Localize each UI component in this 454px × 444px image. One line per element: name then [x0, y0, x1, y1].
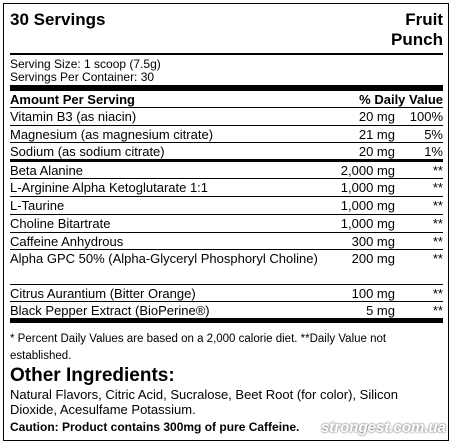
nutrient-name: Citrus Aurantium (Bitter Orange) — [10, 286, 196, 301]
nutrient-amount: 1,000 mg — [340, 180, 395, 195]
nutrient-name: Vitamin B3 (as niacin) — [10, 109, 137, 124]
other-ingredients-list: Natural Flavors, Citric Acid, Sucralose, Beet Root (for color), Silicon Dioxide, Acesulfame Potassium. — [10, 387, 398, 417]
nutrient-amount: 2,000 mg — [340, 163, 395, 178]
nutrient-table — [10, 108, 443, 323]
flavor-line-1: Fruit — [405, 10, 443, 29]
nutrient-daily-value: ** — [432, 163, 443, 178]
nutrient-daily-value: 1% — [424, 144, 443, 159]
table-row — [10, 302, 443, 323]
nutrient-daily-value: ** — [432, 234, 443, 249]
nutrient-name: L-Arginine Alpha Ketoglutarate 1:1 — [10, 180, 209, 195]
table-row — [10, 162, 443, 179]
nutrient-name: Alpha GPC 50% (Alpha-Glyceryl Phosphoryl Choline) — [10, 251, 318, 266]
nutrient-amount: 20 mg — [358, 109, 395, 124]
caution-label: Caution: — [10, 420, 59, 434]
servings-per-container: Servings Per Container: 30 — [10, 70, 155, 84]
table-row — [10, 197, 443, 215]
table-row — [10, 250, 443, 285]
daily-value-header: % Daily Value — [359, 92, 443, 107]
nutrient-name: Sodium (as sodium citrate) — [10, 144, 165, 159]
nutrient-amount: 1,000 mg — [340, 216, 395, 231]
nutrient-name: Beta Alanine — [10, 163, 84, 178]
nutrient-amount: 100 mg — [351, 286, 395, 301]
flavor-name — [391, 10, 443, 50]
nutrient-name: Magnesium (as magnesium citrate) — [10, 127, 214, 142]
nutrient-daily-value: ** — [432, 216, 443, 231]
nutrient-amount: 20 mg — [358, 144, 395, 159]
nutrient-daily-value: ** — [432, 251, 443, 266]
watermark: strongest.com.ua — [320, 419, 446, 436]
table-row — [10, 143, 443, 162]
amount-per-serving-header: Amount Per Serving — [10, 92, 135, 107]
table-row — [10, 285, 443, 302]
caution-text: Product contains 300mg of pure Caffeine. — [62, 420, 300, 434]
serving-size: Serving Size: 1 scoop (7.5g) — [10, 57, 161, 71]
table-row — [10, 233, 443, 250]
flavor-line-2: Punch — [391, 30, 443, 49]
nutrient-amount: 5 mg — [366, 303, 395, 318]
nutrient-daily-value: ** — [432, 180, 443, 195]
supplement-facts-panel — [3, 3, 449, 441]
table-row — [10, 215, 443, 233]
nutrient-amount: 300 mg — [351, 234, 395, 249]
nutrient-daily-value: ** — [432, 286, 443, 301]
caution-statement — [10, 420, 299, 434]
servings-title: 30 Servings — [10, 10, 106, 29]
nutrient-name: Black Pepper Extract (BioPerine®) — [10, 303, 210, 318]
top-divider — [10, 53, 443, 55]
nutrient-name: Choline Bitartrate — [10, 216, 111, 231]
table-row — [10, 108, 443, 126]
nutrient-daily-value: ** — [432, 198, 443, 213]
table-header — [10, 91, 443, 107]
other-ingredients-title: Other Ingredients: — [10, 365, 175, 386]
nutrient-amount: 1,000 mg — [340, 198, 395, 213]
nutrient-name: L-Taurine — [10, 198, 65, 213]
table-row — [10, 179, 443, 197]
daily-value-footnote: * Percent Daily Values are based on a 2,000 calorie diet. **Daily Value not established. — [10, 333, 387, 362]
nutrient-daily-value: 5% — [424, 127, 443, 142]
nutrient-name: Caffeine Anhydrous — [10, 234, 124, 249]
nutrient-daily-value: 100% — [409, 109, 443, 124]
table-row — [10, 126, 443, 143]
nutrient-daily-value: ** — [432, 303, 443, 318]
nutrient-amount: 21 mg — [358, 127, 395, 142]
nutrient-amount: 200 mg — [351, 251, 395, 266]
